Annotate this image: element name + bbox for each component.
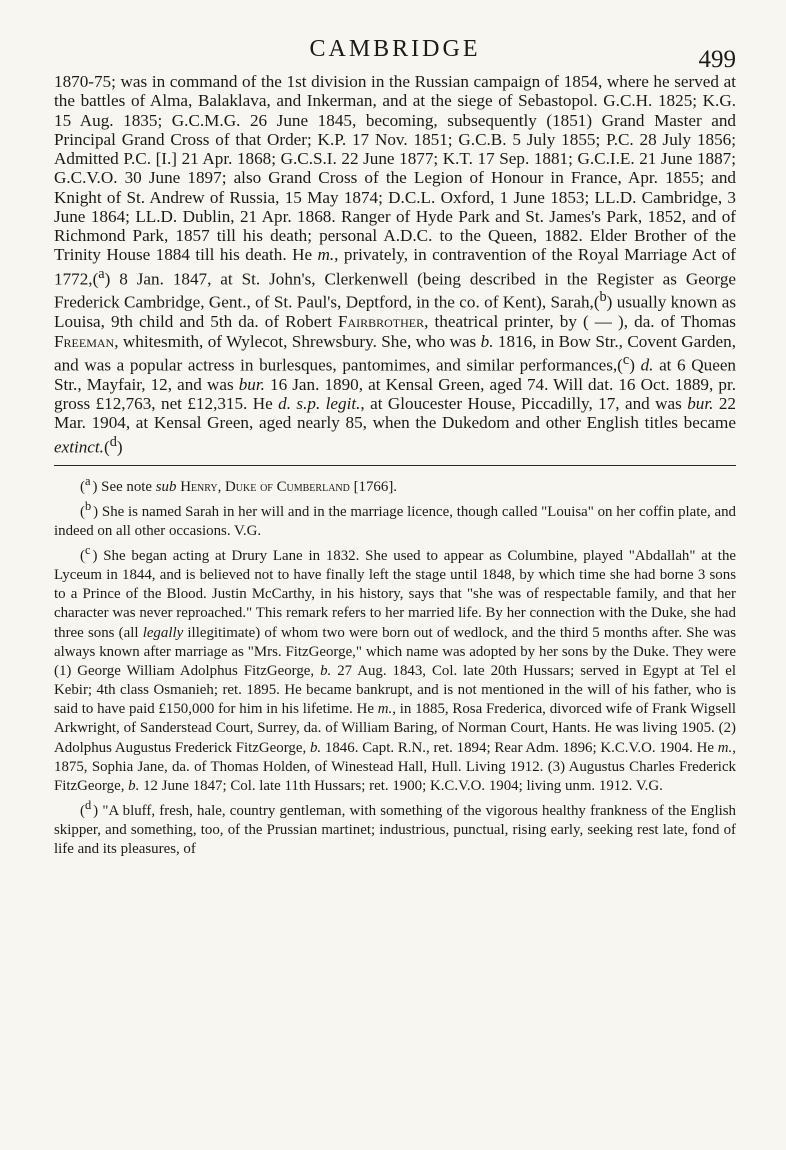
text-run-italic: legally: [142, 624, 184, 641]
text-run: 16 Jan. 1890, at Kensal Green, aged 74. Will dat. 16 Oct. 1889, pr. gross £12,763, net £12,315. He: [54, 374, 736, 414]
footnote-ref-d[interactable]: d: [109, 433, 117, 450]
footnote-ref-b[interactable]: b: [599, 289, 607, 306]
text-run-italic: bur.: [238, 374, 265, 394]
text-run: (: [103, 437, 110, 457]
text-run: ) 8 Jan. 1847, at St. John's, Clerkenwell (being described in the Register as George Frederick Cambridge, Gent., of St. Paul's, Deptford, in the co. of Kent), Sarah,(: [54, 269, 736, 313]
footnote-ref-a[interactable]: a: [98, 265, 105, 282]
running-head: CAMBRIDGE: [309, 36, 481, 62]
text-run-italic: b.: [320, 662, 332, 679]
main-text: [54, 72, 736, 457]
text-run-italic: sub: [155, 478, 177, 495]
text-run-italic: d.: [640, 355, 654, 375]
text-run-italic: bur.: [687, 394, 714, 414]
text-run-italic: b.: [309, 739, 322, 756]
text-run: ): [629, 355, 641, 375]
footnote-divider: [54, 465, 736, 466]
page-header: [54, 36, 736, 72]
text-run-italic: d. s.p. legit.: [278, 394, 361, 414]
footnote-a: ($^a$ ) See note sub Henry, Duke of Cumberland [1766].: [80, 473, 398, 495]
page: [54, 36, 736, 859]
text-run: at 6 Queen Str., Mayfair, 12, and was: [54, 355, 736, 394]
text-run: , at Gloucester House, Piccadilly, 17, and was: [360, 394, 688, 414]
text-run-italic: m.: [317, 245, 335, 265]
text-run: ): [116, 437, 123, 457]
text-run: 1846. Capt. R.N., ret. 1894; Rear Adm. 1896; K.C.V.O. 1904. He: [321, 739, 718, 756]
text-run: [1766].: [349, 478, 398, 495]
text-run: 1816, in Bow Str., Covent Garden, and was a popular actress in burlesques, pantomimes, and similar performances,(: [54, 331, 736, 375]
text-run-italic: b.: [128, 777, 140, 794]
text-run: She is named Sarah in her will and in the marriage licence, though called "Louisa" on her coffin plate, and indeed on all other occasions. V.G.: [54, 503, 736, 539]
text-run: ) usually known as Louisa, 9th child and 5th da. of Robert: [54, 293, 736, 332]
text-run-italic: m.: [717, 739, 733, 756]
text-run: "A bluff, fresh, hale, country gentleman, with something of the vigorous healthy frankness of the English skipper, and something, too, of the Prussian martinet; industrious, punctual, rising early, seeking rest late, fond of life and its pleasures, of: [54, 803, 736, 858]
text-run-italic: b.: [480, 331, 494, 351]
text-run: , whitesmith, of Wylecot, Shrewsbury. She, who was: [114, 331, 481, 351]
text-run: , privately, in contravention of the Royal Marriage Act of 1772,(: [54, 245, 736, 289]
text-run: , in 1885, Rosa Frederica, divorced wife of Frank Wigsell Arkwright, of Sanderstead Court, Surrey, da. of William Baring, of Norman Court, Hants. He was living 1905. (2) Adolphus Augustus Frederick FitzGeorge,: [54, 701, 737, 756]
text-run: She began acting at Drury Lane in 1832. She used to appear as Columbine, played "Abdallah" at the Lyceum in 1844, and is believed not to have finally left the stage until 1848, by which time she had borne 3 sons to a Prince of the Blood. Justin McCarthy, in his history, says that "she was of respectable family, and that her character was never reproached." This remark refers to her married life. By her connection with the Duke, she had three sons (all: [54, 548, 737, 641]
footnote-ref-c[interactable]: c: [622, 351, 630, 368]
footnote-marker: c: [84, 543, 91, 558]
surname-small-caps: Freeman: [54, 331, 115, 351]
text-run: 1870-75; was in command of the 1st division in the Russian campaign of 1854, where he served at the battles of Alma, Balaklava, and Inkerman, and at the siege of Sebastopol. G.C.H. 1825; K.G. 15 Aug. 1835; G.C.M.G. 26 June 1845, becoming, subsequently (1851) Grand Master and Principal Grand Cross of that Order; K.P. 17 Nov. 1851; G.C.B. 5 July 1855; P.C. 28 July 1856; Admitted P.C. [I.] 21 Apr. 1868; G.C.S.I. 22 June 1877; K.T. 17 Sep. 1881; G.C.I.E. 21 June 1887; G.C.V.O. 30 June 1897; also Grand Cross of the Legion of Honour in France, Apr. 1855; and Knight of St. Andrew of Russia, 15 May 1874; D.C.L. Oxford, 1 June 1853; LL.D. Cambridge, 3 June 1864; LL.D. Dublin, 21 Apr. 1868. Ranger of Hyde Park and St. James's Park, 1852, and of Richmond Park, 1857 till his death; personal A.D.C. to the Queen, 1882. Elder Brother of the Trinity House 1884 till his death. He: [54, 72, 736, 265]
text-run: 22 Mar. 1904, at Kensal Green, aged nearly 85, when the Dukedom and other English titles became: [54, 394, 736, 433]
text-run: See note: [101, 478, 156, 495]
footnote-marker: d: [84, 798, 92, 813]
footnote-c: ($^c$ ) She began acting at Drury Lane in 1832. She used to appear as Columbine, played "Abdallah" at the Lyceum in 1844, and is believed not to have finally left the stage until 1848, by which time she had borne 3 sons to a Prince of the Blood. Justin McCarthy, in his history, says that "she was of respectable family, and that her character was never reproached." This remark refers to her married life. By her connection with the Duke, she had three sons (all legally illegitimate) of whom two were born out of wedlock, and the third 5 months after. She was always known after marriage as "Mrs. FitzGeorge," which name was adopted by her sons by the Duke. They were (1) George William Adolphus FitzGeorge, b. 27 Aug. 1843, Col. late 20th Hussars; served in Egypt at Tel el Kebir; 4th class Osmanieh; ret. 1895. He became bankrupt, and is not mentioned in the will of his father, who is said to have paid £150,000 for him in his lifetime. He m., in 1885, Rosa Frederica, divorced wife of Frank Wigsell Arkwright, of Sanderstead Court, Surrey, da. of William Baring, of Norman Court, Hants. He was living 1905. (2) Adolphus Augustus Frederick FitzGeorge, b. 1846. Capt. R.N., ret. 1894; Rear Adm. 1896; K.C.V.O. 1904. He m., 1875, Sophia Jane, da. of Thomas Holden, of Winestead Hall, Hull. Living 1912. (3) Augustus Charles Frederick FitzGeorge, b. 12 June 1847; Col. late 11th Hussars; ret. 1900; K.C.V.O. 1904; living unm. 1912. V.G.: [54, 543, 737, 794]
text-run: 12 June 1847; Col. late 11th Hussars; ret. 1900; K.C.V.O. 1904; living unm. 1912. V.G.: [139, 777, 663, 794]
page-number: 499: [698, 46, 736, 73]
text-run-italic: m.: [377, 701, 393, 718]
footnotes: [54, 472, 736, 860]
footnote-d: ($^d$ ) "A bluff, fresh, hale, country gentleman, with something of the vigorous healthy frankness of the English skipper, and something, too, of the Prussian martinet; industrious, punctual, rising early, seeking rest late, fond of life and its pleasures, of: [54, 798, 736, 858]
text-run-italic: extinct.: [54, 437, 104, 457]
footnote-b: ($^b$ ) She is named Sarah in her will and in the marriage licence, though called "Louisa" on her coffin plate, and indeed on all other occasions. V.G.: [54, 498, 736, 539]
cross-reference: Henry, Duke of Cumberland: [180, 478, 350, 495]
text-run: illegitimate) of whom two were born out of wedlock, and the third 5 months after. She was always known after marriage as "Mrs. FitzGeorge," which name was adopted by her sons by the Duke. They were (1) George William Adolphus FitzGeorge,: [54, 624, 736, 679]
surname-small-caps: Fairbrother: [337, 312, 425, 332]
footnote-marker: b: [84, 498, 92, 513]
text-run: , 1875, Sophia Jane, da. of Thomas Holden, of Winestead Hall, Hull. Living 1912. (3) Augustus Charles Frederick FitzGeorge,: [54, 739, 736, 794]
footnote-marker: a: [84, 473, 91, 488]
text-run: , theatrical printer, by ( — ), da. of Thomas: [424, 312, 736, 332]
text-run: 27 Aug. 1843, Col. late 20th Hussars; served in Egypt at Tel el Kebir; 4th class Osmanieh; ret. 1895. He became bankrupt, and is not mentioned in the will of his father, who is said to have paid £150,000 for him in his lifetime. He: [54, 662, 736, 718]
